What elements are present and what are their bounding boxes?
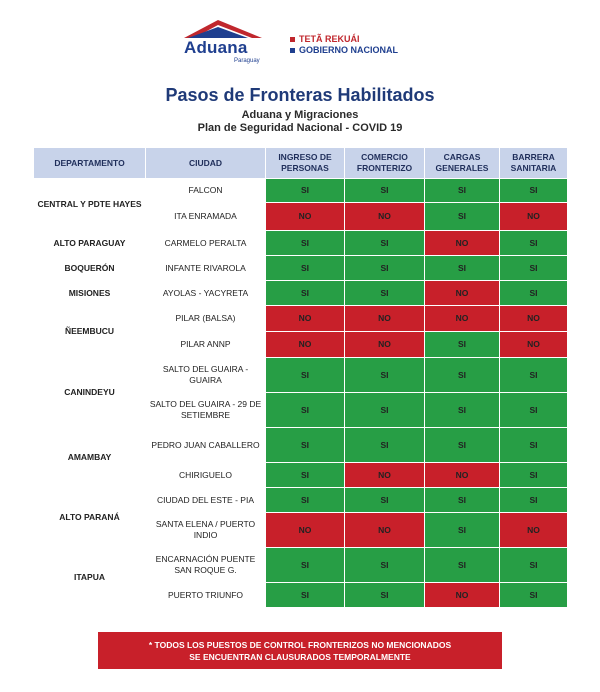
status-cell: SI (425, 488, 500, 513)
department-cell: AMAMBAY (34, 428, 146, 488)
city-cell: ENCARNACIÓN PUENTE SAN ROQUE G. (146, 548, 266, 583)
city-cell: PILAR ANNP (146, 332, 266, 358)
status-cell: SI (425, 332, 500, 358)
department-cell: ALTO PARAGUAY (34, 231, 146, 256)
status-cell: SI (345, 548, 425, 583)
status-cell: SI (425, 256, 500, 281)
department-cell: ALTO PARANÁ (34, 488, 146, 548)
header-comercio-fronterizo: COMERCIO FRONTERIZO (345, 148, 425, 179)
table-header-row (34, 148, 568, 179)
status-cell: SI (266, 393, 345, 428)
subtitle-plan: Plan de Seguridad Nacional - COVID 19 (197, 122, 403, 134)
status-cell: NO (500, 306, 568, 332)
table-row (34, 488, 568, 513)
status-cell: SI (266, 179, 345, 203)
header-departamento: DEPARTAMENTO (34, 148, 146, 179)
status-cell: NO (345, 513, 425, 548)
status-cell: SI (266, 281, 345, 306)
closure-notice (98, 632, 502, 669)
status-cell: NO (425, 463, 500, 488)
department-cell: CANINDEYU (34, 358, 146, 428)
table-row (34, 179, 568, 203)
city-cell: AYOLAS - YACYRETA (146, 281, 266, 306)
roof-icon (178, 18, 268, 40)
city-cell: PILAR (BALSA) (146, 306, 266, 332)
status-cell: NO (345, 463, 425, 488)
status-cell: SI (425, 203, 500, 231)
status-cell: SI (500, 393, 568, 428)
city-cell: PEDRO JUAN CABALLERO (146, 428, 266, 463)
table-body (34, 179, 568, 608)
status-cell: NO (425, 231, 500, 256)
table-row (34, 281, 568, 306)
status-cell: SI (500, 548, 568, 583)
city-cell: CHIRIGUELO (146, 463, 266, 488)
status-cell: SI (500, 179, 568, 203)
subtitle-agencies: Aduana y Migraciones (241, 109, 359, 121)
status-cell: NO (266, 513, 345, 548)
table-row (34, 358, 568, 393)
status-cell: SI (345, 358, 425, 393)
status-cell: NO (266, 332, 345, 358)
status-cell: NO (266, 306, 345, 332)
status-cell: SI (345, 488, 425, 513)
status-cell: SI (500, 583, 568, 608)
page-title: Pasos de Fronteras Habilitados (165, 85, 435, 105)
header-barrera-sanitaria: BARRERA SANITARIA (500, 148, 568, 179)
status-cell: SI (425, 393, 500, 428)
gov-line-2: GOBIERNO NACIONAL (299, 45, 398, 55)
status-cell: SI (500, 281, 568, 306)
border-crossings-table (33, 147, 568, 608)
status-cell: SI (345, 428, 425, 463)
status-cell: SI (266, 463, 345, 488)
city-cell: PUERTO TRIUNFO (146, 583, 266, 608)
table-row (34, 306, 568, 332)
city-cell: ITA ENRAMADA (146, 203, 266, 231)
status-cell: SI (500, 256, 568, 281)
status-cell: SI (425, 358, 500, 393)
city-cell: SALTO DEL GUAIRA - 29 DE SETIEMBRE (146, 393, 266, 428)
table-row (34, 548, 568, 583)
government-brand (290, 34, 398, 56)
city-cell: SANTA ELENA / PUERTO INDIO (146, 513, 266, 548)
status-cell: SI (345, 256, 425, 281)
department-cell: MISIONES (34, 281, 146, 306)
status-cell: SI (345, 231, 425, 256)
status-cell: SI (425, 428, 500, 463)
department-cell: ITAPUA (34, 548, 146, 608)
logo-subtext: Paraguay (234, 58, 260, 64)
status-cell: SI (500, 231, 568, 256)
status-cell: SI (266, 231, 345, 256)
table-row (34, 428, 568, 463)
department-cell: ÑEEMBUCU (34, 306, 146, 358)
city-cell: INFANTE RIVAROLA (146, 256, 266, 281)
department-cell: CENTRAL Y PDTE HAYES (34, 179, 146, 231)
blue-square-icon (290, 48, 295, 53)
status-cell: SI (345, 179, 425, 203)
status-cell: SI (266, 256, 345, 281)
status-cell: SI (345, 393, 425, 428)
status-cell: NO (345, 332, 425, 358)
status-cell: NO (345, 306, 425, 332)
status-cell: SI (266, 583, 345, 608)
status-cell: NO (425, 306, 500, 332)
status-cell: SI (345, 583, 425, 608)
status-cell: SI (425, 513, 500, 548)
status-cell: NO (425, 583, 500, 608)
city-cell: CIUDAD DEL ESTE - PIA (146, 488, 266, 513)
city-cell: CARMELO PERALTA (146, 231, 266, 256)
department-cell: BOQUERÓN (34, 256, 146, 281)
status-cell: SI (500, 463, 568, 488)
header-ingreso-personas: INGRESO DE PERSONAS (266, 148, 345, 179)
status-cell: NO (425, 281, 500, 306)
status-cell: SI (345, 281, 425, 306)
status-cell: SI (266, 548, 345, 583)
table-row (34, 231, 568, 256)
status-cell: NO (266, 203, 345, 231)
gov-line-1: TETÃ REKUÁI (299, 34, 360, 44)
notice-line-2: SE ENCUENTRAN CLAUSURADOS TEMPORALMENTE (189, 651, 411, 662)
status-cell: SI (500, 358, 568, 393)
status-cell: SI (266, 358, 345, 393)
status-cell: NO (345, 203, 425, 231)
aduana-logo (178, 18, 268, 72)
notice-line-1: * TODOS LOS PUESTOS DE CONTROL FRONTERIZOS NO MENCIONADOS (148, 639, 452, 650)
status-cell: SI (500, 488, 568, 513)
logo-text: Aduana (184, 38, 248, 57)
red-square-icon (290, 37, 295, 42)
status-cell: SI (266, 488, 345, 513)
status-cell: NO (500, 513, 568, 548)
city-cell: FALCON (146, 179, 266, 203)
status-cell: SI (425, 179, 500, 203)
city-cell: SALTO DEL GUAIRA - GUAIRA (146, 358, 266, 393)
status-cell: SI (266, 428, 345, 463)
status-cell: SI (500, 428, 568, 463)
status-cell: NO (500, 332, 568, 358)
header-cargas-generales: CARGAS GENERALES (425, 148, 500, 179)
status-cell: NO (500, 203, 568, 231)
table-row (34, 256, 568, 281)
header (0, 14, 600, 74)
header-ciudad: CIUDAD (146, 148, 266, 179)
status-cell: SI (425, 548, 500, 583)
